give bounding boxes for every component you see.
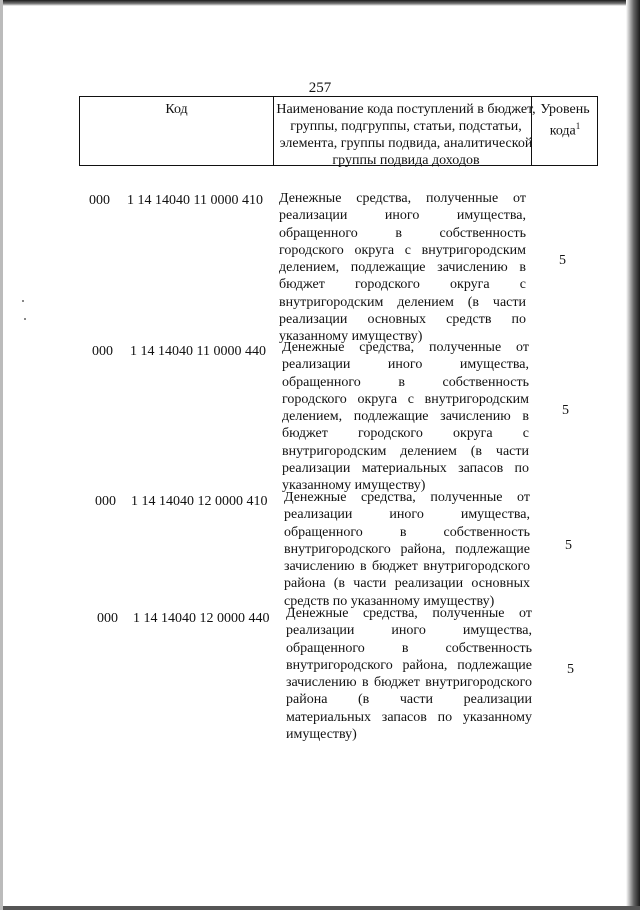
admin-code: 000: [97, 611, 118, 626]
scan-edge-top: [0, 0, 640, 6]
header-level-footnote: 1: [575, 121, 581, 131]
scan-speck: [24, 318, 26, 320]
revenue-code: 1 14 14040 12 0000 440: [133, 611, 270, 626]
code-level: 5: [567, 662, 574, 677]
header-level: [531, 101, 599, 140]
admin-code: 000: [95, 494, 116, 509]
code-level: 5: [562, 403, 569, 418]
column-divider: [273, 97, 274, 165]
scan-speck: [22, 300, 24, 302]
revenue-code: 1 14 14040 11 0000 410: [127, 193, 263, 208]
revenue-code: 1 14 14040 12 0000 410: [131, 494, 268, 509]
header-code: Код: [165, 102, 188, 117]
header-name: Наименование кода поступлений в бюджет, группы, подгруппы, статьи, подстатьи, элемента, группы подвида, аналитической группы подвида доходов: [276, 102, 536, 168]
revenue-description: Денежные средства, полученные от реализации иного имущества, обращенного в собственность внутригородского района, подлежащие зачислению в бюджет внутригородского района (в части реализации материальных запасов по указанному имуществу): [286, 606, 532, 743]
header-level-label: Уровень кода: [540, 102, 590, 139]
table-header: [79, 96, 598, 166]
scan-edge-bottom: [0, 906, 640, 910]
code-level: 5: [559, 253, 566, 268]
page-number: 257: [308, 80, 332, 96]
code-level: 5: [565, 538, 572, 553]
admin-code: 000: [92, 344, 113, 359]
revenue-description: Денежные средства, полученные от реализации иного имущества, обращенного в собственность городского округа с внутригородским делением, подлежащие зачислению в бюджет городского округа с внутригородским делением (в части реализации основных средств по указанному имуществу): [279, 191, 526, 345]
scan-edge-right: [626, 0, 640, 910]
admin-code: 000: [89, 193, 110, 208]
revenue-description: Денежные средства, полученные от реализации иного имущества, обращенного в собственность внутригородского района, подлежащие зачислению в бюджет внутригородского района (в части реализации основных средств по указанному имуществу): [284, 490, 530, 609]
scan-edge-left: [0, 0, 3, 910]
revenue-description: Денежные средства, полученные от реализации иного имущества, обращенного в собственность городского округа с внутригородским делением, подлежащие зачислению в бюджет городского округа с внутригородским делением (в части реализации материальных запасов по указанному имуществу): [282, 340, 529, 494]
revenue-code: 1 14 14040 11 0000 440: [130, 344, 266, 359]
